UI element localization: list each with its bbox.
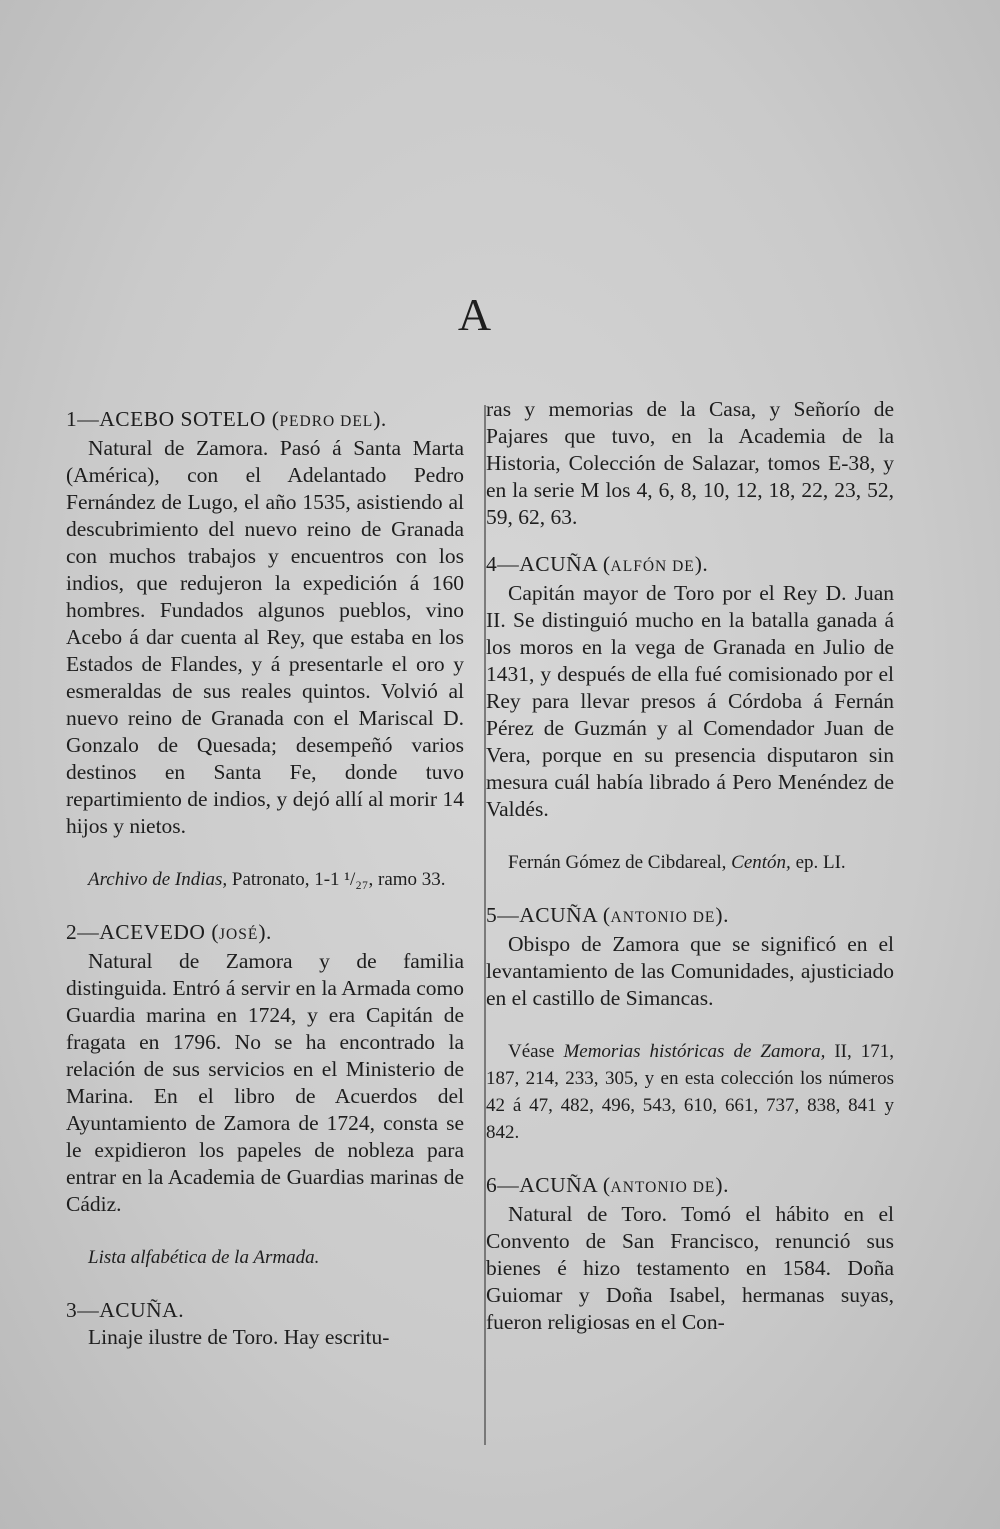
entry-source: Lista alfabética de la Armada.: [88, 1247, 320, 1268]
entry-heading: 3—ACUÑA.: [66, 1298, 185, 1322]
right-column: [486, 396, 894, 1336]
entry-body: Capitán mayor de Toro por el Rey D. Juan II. Se distinguió mucho en la batalla ganada á los moros en la vega de Granada en Julio de 1431, y después de ella fué comisionado por el Rey para llevar presos á Córdoba á Fernán Pérez de Guzmán y al Comendador Juan de Vera, porque en su presencia disputaron sin mesura cuál había librado á Pero Menéndez de Valdés.: [486, 581, 894, 821]
entry-3-continuation: ras y memorias de la Casa, y Señorío de Pajares que tuvo, en la Academia de la Historia, Colección de Salazar, tomos E-38, y en la serie M los 4, 6, 8, 10, 12, 18, 22, 23, 52, 59, 62, 63.: [486, 397, 894, 529]
entry-body: Natural de Toro. Tomó el hábito en el Convento de San Francisco, renunció sus bienes é hizo testamento en 1584. Doña Guiomar y Doña Isabel, hermanas suyas, fueron religiosas en el Con-: [486, 1202, 894, 1334]
entry-4: [486, 551, 894, 876]
entry-heading: 5—ACUÑA (ANTONIO DE).: [486, 903, 729, 927]
entry-heading: 6—ACUÑA (ANTONIO DE).: [486, 1173, 729, 1197]
entry-6: [486, 1172, 894, 1336]
entry-body: Natural de Zamora y de familia distinguida. Entró á servir en la Armada como Guardia marina en 1724, y era Capitán de fragata en 1796. No se ha encontrado la relación de sus servicios en el Ministerio de Marina. En el libro de Acuerdos del Ayuntamiento de Zamora de 1724, consta se le expidieron los papeles de nobleza para entrar en la Academia de Guardias marinas de Cádiz.: [66, 949, 464, 1216]
entry-source: Fernán Gómez de Cibdareal, Centón, ep. LI.: [508, 852, 846, 873]
left-column: [66, 406, 464, 1351]
entry-body: Linaje ilustre de Toro. Hay escritu-: [88, 1325, 390, 1349]
entry-3: [66, 1297, 464, 1351]
entry-heading: 2—ACEVEDO (JOSÉ).: [66, 920, 272, 944]
section-letter: A: [457, 289, 493, 340]
entry-body: Obispo de Zamora que se significó en el levantamiento de las Comunidades, ajusticiado en el castillo de Simancas.: [486, 932, 894, 1010]
entry-heading: 1—ACEBO SOTELO (PEDRO DEL).: [66, 407, 387, 431]
entry-body: Natural de Zamora. Pasó á Santa Marta (América), con el Adelantado Pedro Fernández de Lugo, el año 1535, asistiendo al descubrimiento del nuevo reino de Granada con muchos trabajos y encuentros con los indios, que redujeron la expedición á 160 hombres. Fundados algunos pueblos, vino Acebo á dar cuenta al Rey, que estaba en los Estados de Flandes, y á presentarle el oro y esmeraldas de sus reales quintos. Volvió al nuevo reino de Granada con el Mariscal D. Gonzalo de Quesada; desempeñó varios destinos en Santa Fe, donde tuvo repartimiento de indios, y dejó allí al morir 14 hijos y nietos.: [66, 436, 464, 838]
entry-5: [486, 902, 894, 1146]
entry-source: Archivo de Indias, Patronato, 1-1 ¹/₂₇, ramo 33.: [88, 869, 446, 890]
entry-source: Véase Memorias históricas de Zamora, II, 171, 187, 214, 233, 305, y en esta colección los números 42 á 47, 482, 496, 543, 610, 661, 737, 838, 841 y 842.: [486, 1041, 894, 1143]
entry-heading: 4—ACUÑA (ALFÓN DE).: [486, 552, 709, 576]
entry-2: [66, 919, 464, 1271]
entry-1: [66, 406, 464, 893]
